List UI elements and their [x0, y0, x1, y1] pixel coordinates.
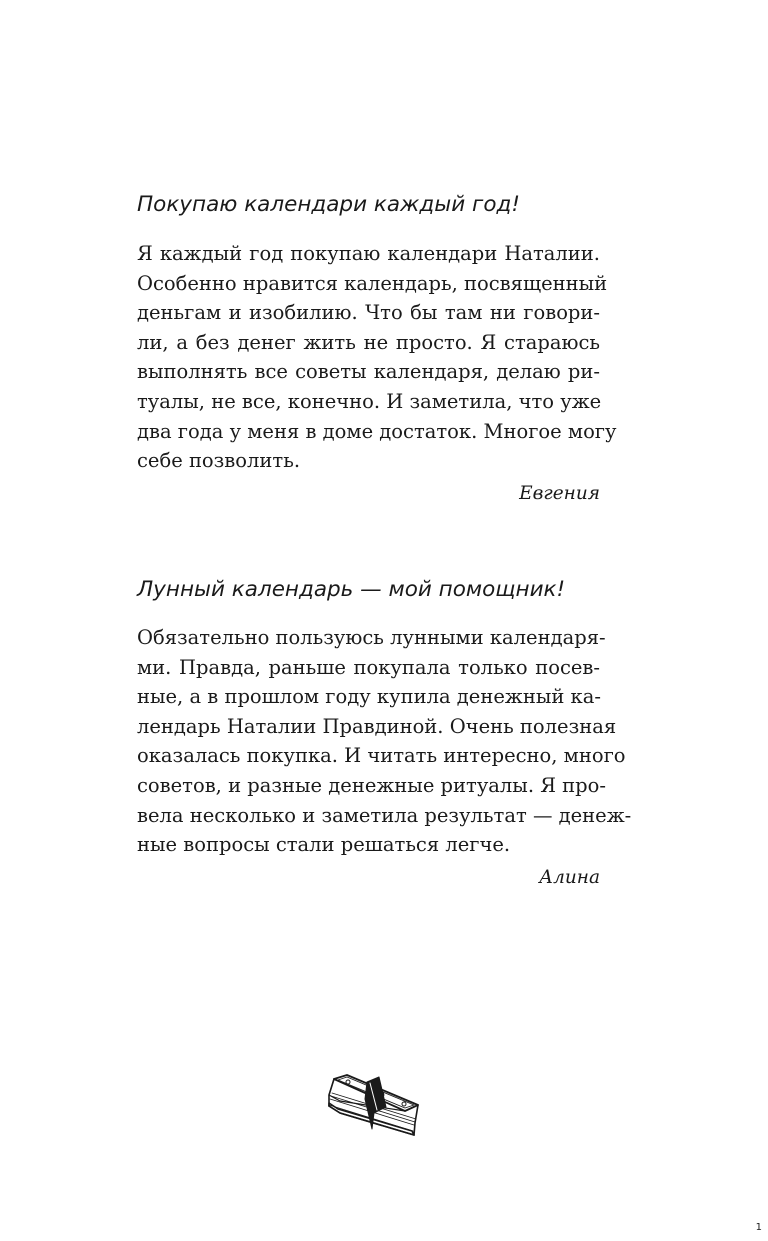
text-line: оказалась покупка. И читать интересно, много [137, 744, 626, 768]
review-2-title: Лунный календарь — мой помощник! [137, 577, 566, 602]
text-line: вела несколько и заметила результат — денеж- [137, 803, 632, 827]
text-line: себе позволить. [137, 449, 301, 473]
text-line: Я каждый год покупаю календари Наталии. [137, 242, 600, 265]
review-2-author: Алина [539, 867, 600, 888]
text-line: ные вопросы стали решаться легче. [137, 833, 511, 857]
text-line: советов, и разные денежные ритуалы. Я про- [137, 773, 606, 797]
review-1-author: Евгения [519, 483, 600, 504]
review-2-text [137, 623, 632, 860]
text-line: два года у меня в доме достаток. Многое могу [137, 419, 617, 443]
money-stack-icon [326, 1073, 422, 1137]
text-line: лендарь Наталии Правдиной. Очень полезная [137, 714, 617, 738]
text-line: Особенно нравится календарь, посвященный [137, 271, 608, 295]
page-number: 1 [755, 1222, 762, 1233]
text-line: деньгам и изобилию. Что бы там ни говори- [137, 301, 600, 325]
text-line: выполнять все советы календаря, делаю ри- [137, 360, 600, 384]
text-line: туалы, не все, конечно. И заметила, что уже [137, 389, 602, 413]
text-line: ли, а без денег жить не просто. Я стараюсь [137, 330, 600, 354]
text-line: Обязательно пользуюсь лунными календаря- [137, 626, 606, 649]
review-1-text [137, 239, 617, 476]
text-line: ми. Правда, раньше покупала только посев- [137, 655, 600, 679]
review-1-title: Покупаю календари каждый год! [137, 192, 520, 217]
text-line: ные, а в прошлом году купила денежный ка- [137, 685, 601, 709]
